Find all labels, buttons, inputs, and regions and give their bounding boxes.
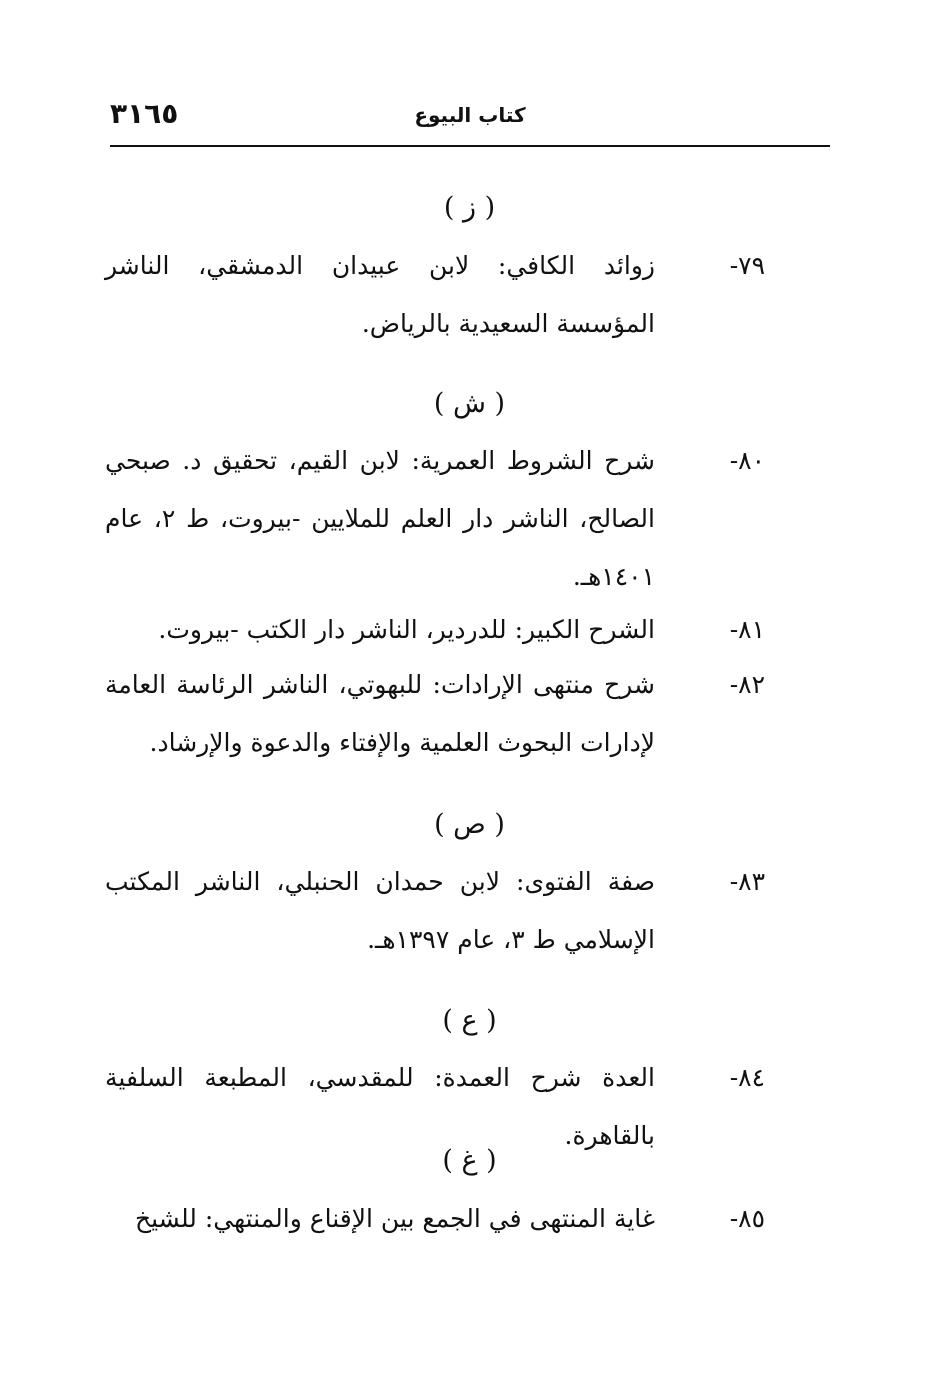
section-heading: ( ش ) — [433, 388, 506, 419]
running-title: كتاب البيوع — [414, 103, 526, 127]
bibliography-entry — [105, 237, 765, 353]
entry-text: شرح الشروط العمرية: لابن القيم، تحقيق د. صبحي الصالح، الناشر دار العلم للملايين -بيروت، ط ٢، عام ١٤٠١هـ. — [105, 446, 655, 591]
bibliography-entry — [105, 601, 765, 659]
entry-number: ٨٤- — [729, 1063, 765, 1092]
entry-number: ٨٥- — [729, 1204, 765, 1233]
bibliography-entry — [105, 1190, 765, 1248]
bibliography-entry — [105, 656, 765, 772]
page-header — [110, 95, 830, 147]
page-number: ٣١٦٥ — [110, 97, 179, 130]
section-heading: ( ع ) — [442, 1005, 497, 1036]
entry-text: صفة الفتوى: لابن حمدان الحنبلي، الناشر المكتب الإسلامي ط ٣، عام ١٣٩٧هـ. — [105, 867, 655, 954]
bibliography-entry — [105, 853, 765, 969]
entry-number: ٨٣- — [729, 867, 765, 896]
entry-number: ٧٩- — [729, 251, 765, 280]
entry-text: زوائد الكافي: لابن عبيدان الدمشقي، الناشر المؤسسة السعيدية بالرياض. — [105, 251, 655, 338]
entry-number: ٨٠- — [729, 446, 765, 475]
bibliography-entry — [105, 432, 765, 606]
entry-text: العدة شرح العمدة: للمقدسي، المطبعة السلفية بالقاهرة. — [105, 1063, 655, 1150]
entry-text: شرح منتهى الإرادات: للبهوتي، الناشر الرئاسة العامة لإدارات البحوث العلمية والإفتاء والدعوة والإرشاد. — [105, 670, 655, 757]
entry-text: غاية المنتهى في الجمع بين الإقناع والمنتهي: للشيخ — [135, 1204, 655, 1233]
entry-number: ٨١- — [729, 615, 765, 644]
entry-text: الشرح الكبير: للدردير، الناشر دار الكتب -بيروت. — [158, 615, 655, 644]
section-heading: ( ص ) — [434, 809, 505, 840]
entry-number: ٨٢- — [729, 670, 765, 699]
section-heading: ( غ ) — [442, 1145, 497, 1176]
section-heading: ( ز ) — [443, 192, 496, 223]
